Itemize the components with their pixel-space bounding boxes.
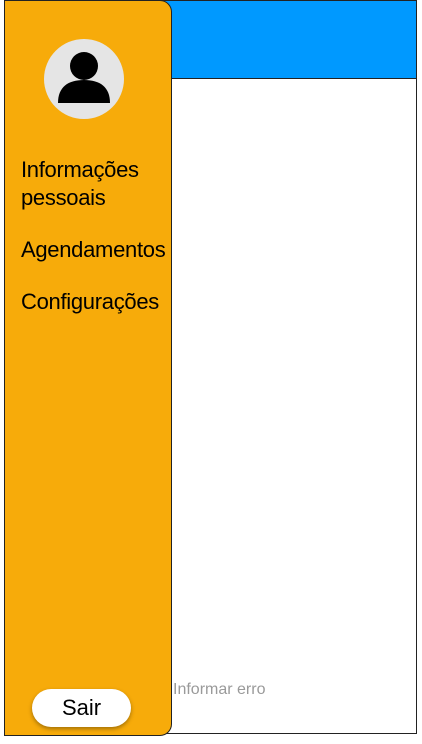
menu-item-appointments[interactable]: Agendamentos — [21, 237, 166, 262]
user-icon — [44, 39, 124, 119]
logout-button[interactable]: Sair — [32, 689, 131, 727]
menu-item-personal-info[interactable]: Informações pessoais — [21, 157, 139, 210]
avatar[interactable] — [44, 39, 124, 119]
report-error-link[interactable]: Informar erro — [173, 681, 266, 698]
navigation-drawer — [4, 0, 172, 736]
menu-item-settings[interactable]: Configurações — [21, 289, 159, 314]
drawer-menu — [21, 156, 171, 340]
